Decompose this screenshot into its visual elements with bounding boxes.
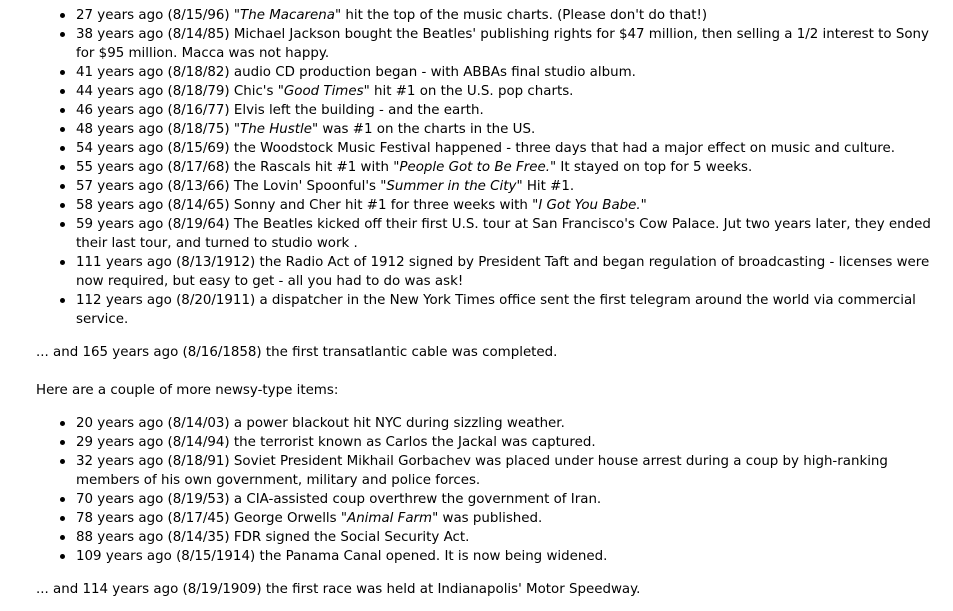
list-item: 38 years ago (8/14/85) Michael Jackson bought the Beatles' publishing rights for $47 million, then selling a 1/2 interest to Sony for $95 million. Macca was not happy. [76, 25, 943, 63]
bullet-icon [60, 554, 65, 559]
bullet-icon [60, 127, 65, 132]
list-item: 44 years ago (8/18/79) Chic's "Good Times" hit #1 on the U.S. pop charts. [76, 82, 943, 101]
bullet-icon [60, 535, 65, 540]
bullet-icon [60, 184, 65, 189]
list-item: 29 years ago (8/14/94) the terrorist known as Carlos the Jackal was captured. [76, 433, 943, 452]
list-item: 59 years ago (8/19/64) The Beatles kicked off their first U.S. tour at San Francisco's Cow Palace. Jut two years later, they ended their last tour, and turned to studio work . [76, 215, 943, 253]
bullet-icon [60, 260, 65, 265]
bullet-icon [60, 298, 65, 303]
bullet-icon [60, 440, 65, 445]
bullet-icon [60, 497, 65, 502]
list-item: 55 years ago (8/17/68) the Rascals hit #1 with "People Got to Be Free." It stayed on top for 5 weeks. [76, 158, 943, 177]
bullet-icon [60, 421, 65, 426]
list-item: 58 years ago (8/14/65) Sonny and Cher hit #1 for three weeks with "I Got You Babe." [76, 196, 943, 215]
list-item: 48 years ago (8/18/75) "The Hustle" was #1 on the charts in the US. [76, 120, 943, 139]
list-item: 20 years ago (8/14/03) a power blackout hit NYC during sizzling weather. [76, 414, 943, 433]
music-history-list [36, 6, 943, 329]
list-item: 78 years ago (8/17/45) George Orwells "Animal Farm" was published. [76, 509, 943, 528]
news-intro-text: Here are a couple of more newsy-type items: [36, 383, 339, 398]
list-item: 46 years ago (8/16/77) Elvis left the building - and the earth. [76, 101, 943, 120]
bullet-icon [60, 203, 65, 208]
news-history-list [36, 414, 943, 566]
bullet-icon [60, 146, 65, 151]
list-item: 70 years ago (8/19/53) a CIA-assisted coup overthrew the government of Iran. [76, 490, 943, 509]
list-item: 41 years ago (8/18/82) audio CD production began - with ABBAs final studio album. [76, 63, 943, 82]
music-footer-text: ... and 165 years ago (8/16/1858) the first transatlantic cable was completed. [36, 345, 558, 360]
list-item: 112 years ago (8/20/1911) a dispatcher in the New York Times office sent the first telegram around the world via commercial service. [76, 291, 943, 329]
list-item: 111 years ago (8/13/1912) the Radio Act of 1912 signed by President Taft and began regulation of broadcasting - licenses were now required, but easy to get - all you had to do was ask! [76, 253, 943, 291]
list-item: 27 years ago (8/15/96) "The Macarena" hit the top of the music charts. (Please don't do that!) [76, 6, 943, 25]
list-item: 54 years ago (8/15/69) the Woodstock Music Festival happened - three days that had a major effect on music and culture. [76, 139, 943, 158]
bullet-icon [60, 32, 65, 37]
bullet-icon [60, 222, 65, 227]
bullet-icon [60, 516, 65, 521]
list-item: 109 years ago (8/15/1914) the Panama Canal opened. It is now being widened. [76, 547, 943, 566]
bullet-icon [60, 70, 65, 75]
list-item: 32 years ago (8/18/91) Soviet President Mikhail Gorbachev was placed under house arrest during a coup by high-ranking members of his own government, military and police forces. [76, 452, 943, 490]
list-item: 88 years ago (8/14/35) FDR signed the Social Security Act. [76, 528, 943, 547]
news-footer-text: ... and 114 years ago (8/19/1909) the first race was held at Indianapolis' Motor Speedway. [36, 582, 641, 597]
bullet-icon [60, 89, 65, 94]
bullet-icon [60, 459, 65, 464]
list-item: 57 years ago (8/13/66) The Lovin' Spoonful's "Summer in the City" Hit #1. [76, 177, 943, 196]
bullet-icon [60, 108, 65, 113]
bullet-icon [60, 13, 65, 18]
bullet-icon [60, 165, 65, 170]
